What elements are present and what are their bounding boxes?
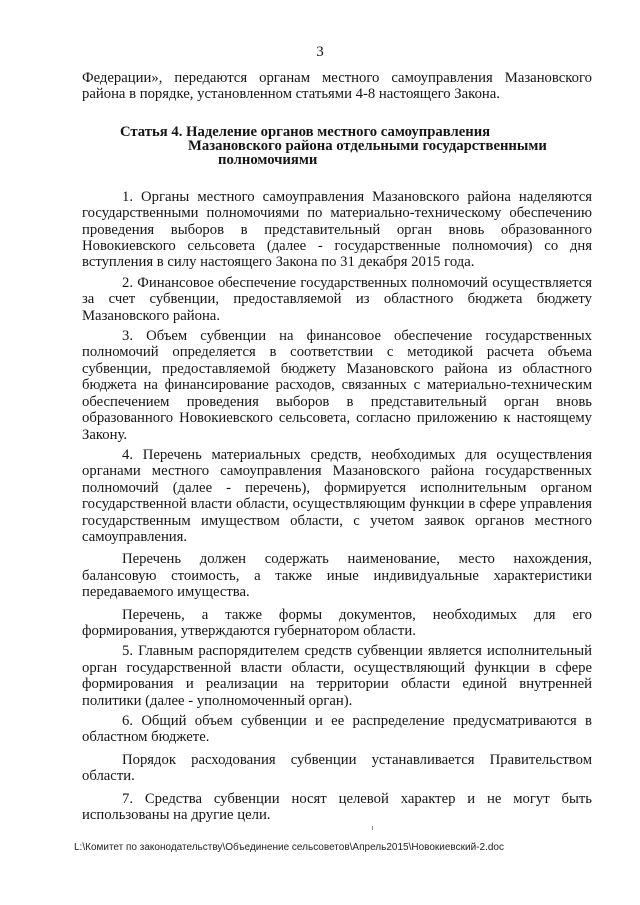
paragraph-6-procedure: Порядок расходования субвенции устанавливается Правительством области. <box>82 751 592 785</box>
document-body <box>82 70 592 823</box>
paragraph-1: 1. Органы местного самоуправления Мазановского района наделяются государственными полномочиями по материально-техническому обеспечению проведения выборов в представительный орган вновь образованного Новокиевского сельсовета (далее - государственные полномочия) со дня вступления в силу настоящего Закона по 31 декабря 2015 года. <box>82 188 592 271</box>
paragraph-3: 3. Объем субвенции на финансовое обеспечение государственных полномочий определяется в соответствии с методикой расчета объема субвенции, предоставляемой бюджету Мазановского района из областного бюджета на финансирование расходов, связанных с материально-техническим обеспечением проведения выборов в представительный орган вновь образованного Новокиевского сельсовета, согласно приложению к настоящему Закону. <box>82 328 592 443</box>
paragraph-4-list-content: Перечень должен содержать наименование, место нахождения, балансовую стоимость, а также иные индивидуальные характеристики передаваемого имущества. <box>82 551 592 601</box>
article-heading-line-1: Статья 4. Наделение органов местного самоуправления <box>120 123 491 140</box>
paragraph-5: 5. Главным распорядителем средств субвенции является исполнительный орган государственной власти области, осуществляющий функции в сфере формирования и реализации на территории области единой внутренней политики (далее - уполномоченный орган). <box>82 643 592 709</box>
scan-mark <box>372 826 373 830</box>
paragraph-6: 6. Общий объем субвенции и ее распределение предусматриваются в областном бюджете. <box>82 713 592 746</box>
paragraph-4: 4. Перечень материальных средств, необходимых для осуществления органами местного самоуправления Мазановского района государственных полномочий (далее - перечень), формируется исполнительным органом государственной власти области, осуществляющим функции в сфере управления государственным имуществом области, с учетом заявок органов местного самоуправления. <box>82 446 592 545</box>
intro-paragraph: Федерации», передаются органам местного самоуправления Мазановского района в порядке, установленном статьями 4-8 настоящего Закона. <box>82 70 592 103</box>
article-heading-line-2: Мазановского района отдельными государственными <box>188 137 547 154</box>
paragraph-4-forms: Перечень, а также формы документов, необходимых для его формирования, утверждаются губернатором области. <box>82 606 592 639</box>
article-heading-line-3: полномочиями <box>218 151 318 168</box>
paragraph-7: 7. Средства субвенции носят целевой характер и не могут быть использованы на другие цели. <box>82 790 592 824</box>
page-number: 3 <box>316 44 324 60</box>
paragraph-2: 2. Финансовое обеспечение государственных полномочий осуществляется за счет субвенции, предоставляемой из областного бюджета бюджету Мазановского района. <box>82 274 592 324</box>
footer-file-path: L:\Комитет по законодательству\Объединение сельсоветов\Апрель2015\Новокиевский-2.doc <box>74 842 504 853</box>
article-heading <box>120 125 592 167</box>
